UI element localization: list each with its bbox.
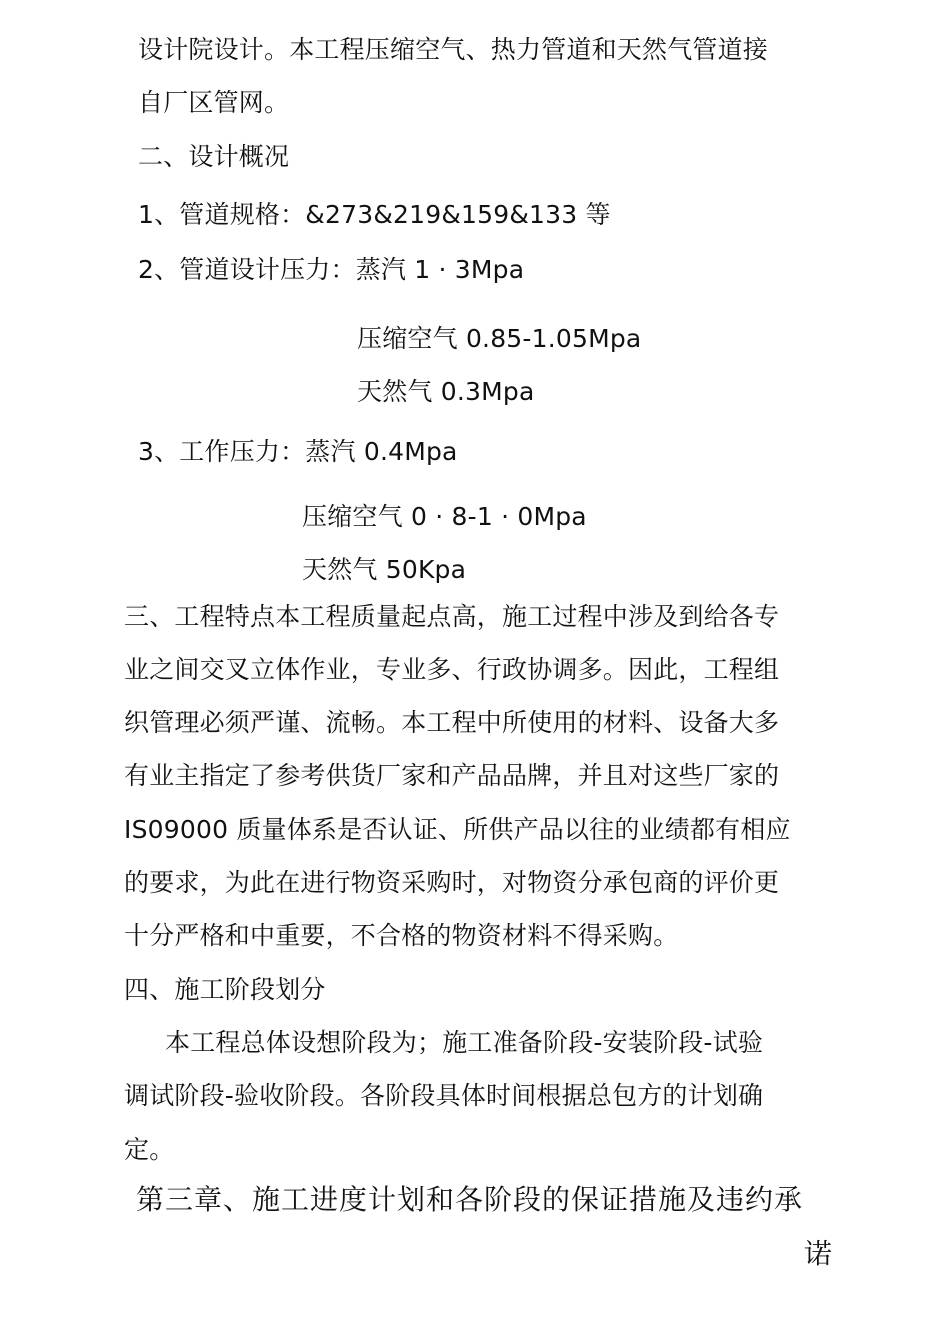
intro-line-1: 设计院设计。本工程压缩空气、热力管道和天然气管道接	[138, 35, 769, 64]
section-3-line-1: 三、工程特点本工程质量起点高，施工过程中涉及到给各专	[124, 602, 780, 631]
section-4-line-1: 本工程总体设想阶段为；施工准备阶段-安装阶段-试验	[165, 1028, 764, 1057]
section-4-line-3: 定。	[124, 1135, 175, 1164]
section-4-line-2: 调试阶段-验收阶段。各阶段具体时间根据总包方的计划确	[124, 1081, 764, 1110]
section-3-line-6: 的要求，为此在进行物资采购时，对物资分承包商的评价更	[124, 868, 780, 897]
item-2-compressed-air: 压缩空气 0.85-1.05Mpa	[357, 324, 642, 353]
section-3-line-2: 业之间交叉立体作业，专业多、行政协调多。因此，工程组	[124, 655, 780, 684]
intro-line-2: 自厂区管网。	[138, 88, 290, 117]
item-2-natural-gas: 天然气 0.3Mpa	[357, 377, 535, 406]
section-2-heading: 二、设计概况	[138, 142, 290, 171]
chapter-3-heading: 第三章、施工进度计划和各阶段的保证措施及违约承	[136, 1183, 804, 1216]
section-3-line-5: IS09000 质量体系是否认证、所供产品以往的业绩都有相应	[124, 815, 791, 844]
section-4-heading: 四、施工阶段划分	[124, 975, 326, 1004]
section-3-line-7: 十分严格和中重要，不合格的物资材料不得采购。	[124, 921, 679, 950]
item-2-design-pressure: 2、管道设计压力：蒸汽 1 · 3Mpa	[138, 255, 525, 284]
item-1-pipe-spec: 1、管道规格：&273&219&159&133 等	[138, 200, 611, 229]
section-3-line-3: 织管理必须严谨、流畅。本工程中所使用的材料、设备大多	[124, 708, 780, 737]
chapter-3-heading-cont: 诺	[804, 1237, 834, 1270]
item-3-compressed-air: 压缩空气 0 · 8-1 · 0Mpa	[302, 502, 587, 531]
item-3-working-pressure: 3、工作压力：蒸汽 0.4Mpa	[138, 437, 458, 466]
section-3-line-4: 有业主指定了参考供货厂家和产品品牌，并且对这些厂家的	[124, 761, 780, 790]
item-3-natural-gas: 天然气 50Kpa	[302, 555, 467, 584]
